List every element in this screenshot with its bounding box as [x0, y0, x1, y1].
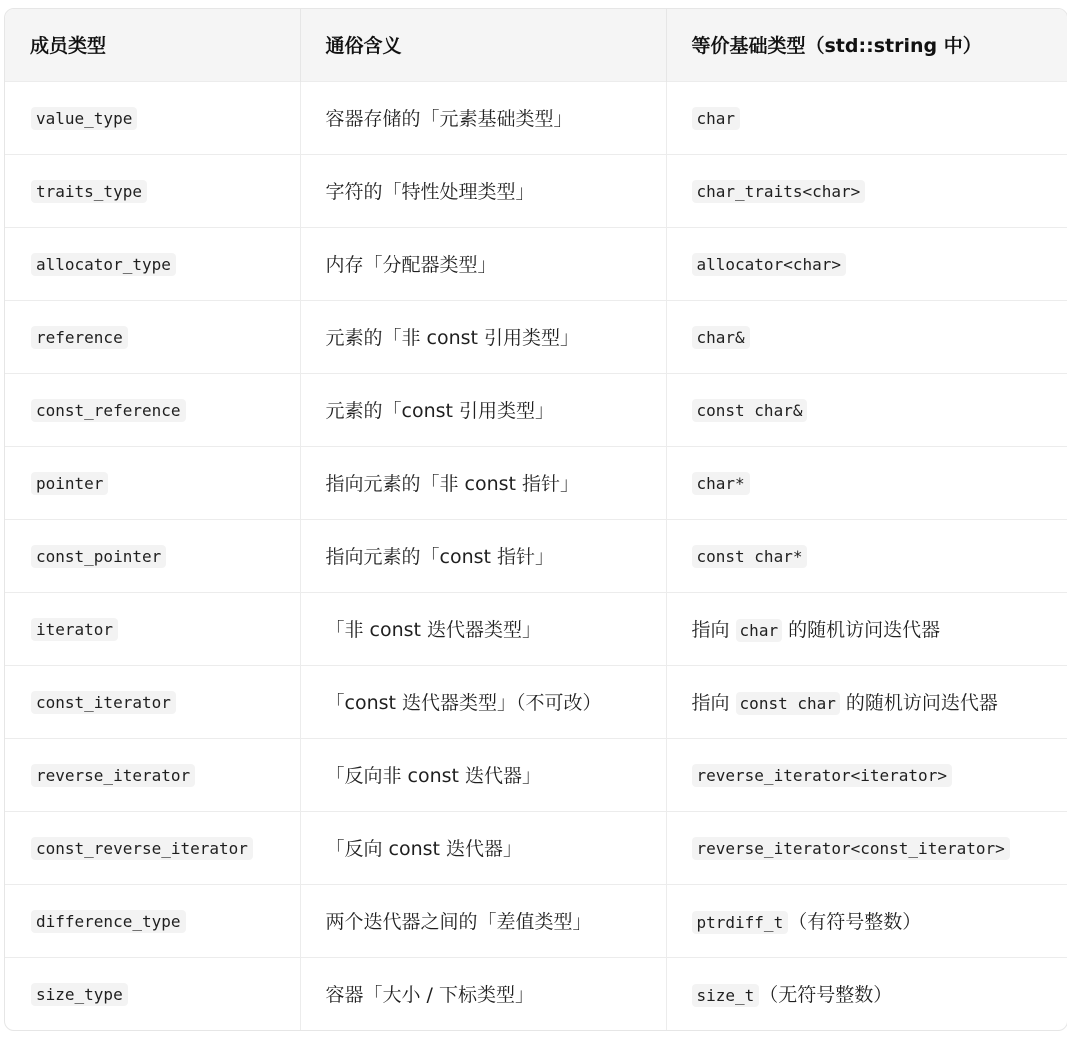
member-type-code: const_pointer [31, 545, 166, 568]
cell-member-type [5, 519, 300, 592]
cell-member-type [5, 446, 300, 519]
cell-meaning: 容器「大小 / 下标类型」 [300, 957, 666, 1030]
equivalent-type-code: char* [692, 472, 750, 495]
member-type-code: difference_type [31, 910, 186, 933]
table-row [5, 81, 1067, 154]
cell-equivalent-type [666, 154, 1067, 227]
cell-meaning: 指向元素的「非 const 指针」 [300, 446, 666, 519]
equivalent-type-code: const char& [692, 399, 808, 422]
equivalent-type-code: reverse_iterator<iterator> [692, 764, 952, 787]
table-row [5, 811, 1067, 884]
equivalent-type-code: allocator<char> [692, 253, 847, 276]
cell-member-type [5, 738, 300, 811]
cell-meaning: 两个迭代器之间的「差值类型」 [300, 884, 666, 957]
equivalent-prefix-text: 指向 [691, 692, 736, 714]
member-type-code: iterator [31, 618, 118, 641]
cell-member-type [5, 957, 300, 1030]
cell-member-type [5, 373, 300, 446]
cell-equivalent-type [666, 811, 1067, 884]
cell-equivalent-type [666, 665, 1067, 738]
cell-equivalent-type [666, 446, 1067, 519]
cell-member-type [5, 154, 300, 227]
cell-equivalent-type [666, 884, 1067, 957]
equivalent-type-code: char_traits<char> [692, 180, 866, 203]
table-body [5, 81, 1067, 1030]
equivalent-type-code: const char* [692, 545, 808, 568]
cell-member-type [5, 227, 300, 300]
cell-meaning: 「const 迭代器类型」（不可改） [300, 665, 666, 738]
equivalent-type-code: char& [692, 326, 750, 349]
member-type-code: value_type [31, 107, 137, 130]
equivalent-type-code: size_t [692, 984, 760, 1007]
equivalent-type-code: ptrdiff_t [692, 911, 789, 934]
table-row [5, 446, 1067, 519]
cell-meaning: 「反向非 const 迭代器」 [300, 738, 666, 811]
equivalent-type-code: char [692, 107, 741, 130]
header-row [5, 9, 1067, 81]
cell-member-type [5, 811, 300, 884]
member-types-table [4, 8, 1067, 1031]
member-type-code: size_type [31, 983, 128, 1006]
cell-equivalent-type [666, 227, 1067, 300]
member-type-code: const_iterator [31, 691, 176, 714]
member-type-code: reverse_iterator [31, 764, 195, 787]
member-type-code: pointer [31, 472, 108, 495]
header-equivalent-type: 等价基础类型（std::string 中） [691, 35, 982, 58]
table-row [5, 738, 1067, 811]
cell-member-type [5, 81, 300, 154]
table-row [5, 957, 1067, 1030]
header-meaning: 通俗含义 [300, 9, 666, 81]
equivalent-suffix-text: 的随机访问迭代器 [782, 619, 941, 641]
cell-meaning: 内存「分配器类型」 [300, 227, 666, 300]
table-row [5, 154, 1067, 227]
table-row [5, 884, 1067, 957]
cell-equivalent-type [666, 373, 1067, 446]
header-member-type: 成员类型 [5, 9, 300, 81]
cell-equivalent-type [666, 957, 1067, 1030]
equivalent-type-code: char [736, 619, 783, 642]
member-type-code: traits_type [31, 180, 147, 203]
member-type-code: const_reverse_iterator [31, 837, 253, 860]
cell-equivalent-type [666, 592, 1067, 665]
cell-meaning: 元素的「非 const 引用类型」 [300, 300, 666, 373]
table-row [5, 300, 1067, 373]
cell-meaning: 「反向 const 迭代器」 [300, 811, 666, 884]
cell-member-type [5, 665, 300, 738]
cell-equivalent-type [666, 738, 1067, 811]
equivalent-type-code: reverse_iterator<const_iterator> [692, 837, 1010, 860]
cell-meaning: 容器存储的「元素基础类型」 [300, 81, 666, 154]
cell-member-type [5, 592, 300, 665]
member-type-code: reference [31, 326, 128, 349]
cell-member-type [5, 884, 300, 957]
equivalent-prefix-text: 指向 [691, 619, 736, 641]
cell-member-type [5, 300, 300, 373]
equivalent-type-code: const char [736, 692, 840, 715]
table-row [5, 519, 1067, 592]
cell-meaning: 字符的「特性处理类型」 [300, 154, 666, 227]
cell-equivalent-type [666, 81, 1067, 154]
cell-equivalent-type [666, 300, 1067, 373]
table [5, 9, 1067, 1030]
table-header [5, 9, 1067, 81]
member-type-code: allocator_type [31, 253, 176, 276]
equivalent-suffix-text: 的随机访问迭代器 [839, 692, 998, 714]
cell-meaning: 指向元素的「const 指针」 [300, 519, 666, 592]
table-row [5, 665, 1067, 738]
member-type-code: const_reference [31, 399, 186, 422]
table-row [5, 227, 1067, 300]
cell-equivalent-type [666, 519, 1067, 592]
cell-meaning: 「非 const 迭代器类型」 [300, 592, 666, 665]
cell-meaning: 元素的「const 引用类型」 [300, 373, 666, 446]
equivalent-suffix-text: （无符号整数） [759, 984, 893, 1007]
equivalent-suffix-text: （有符号整数） [788, 911, 922, 933]
table-row [5, 592, 1067, 665]
table-row [5, 373, 1067, 446]
